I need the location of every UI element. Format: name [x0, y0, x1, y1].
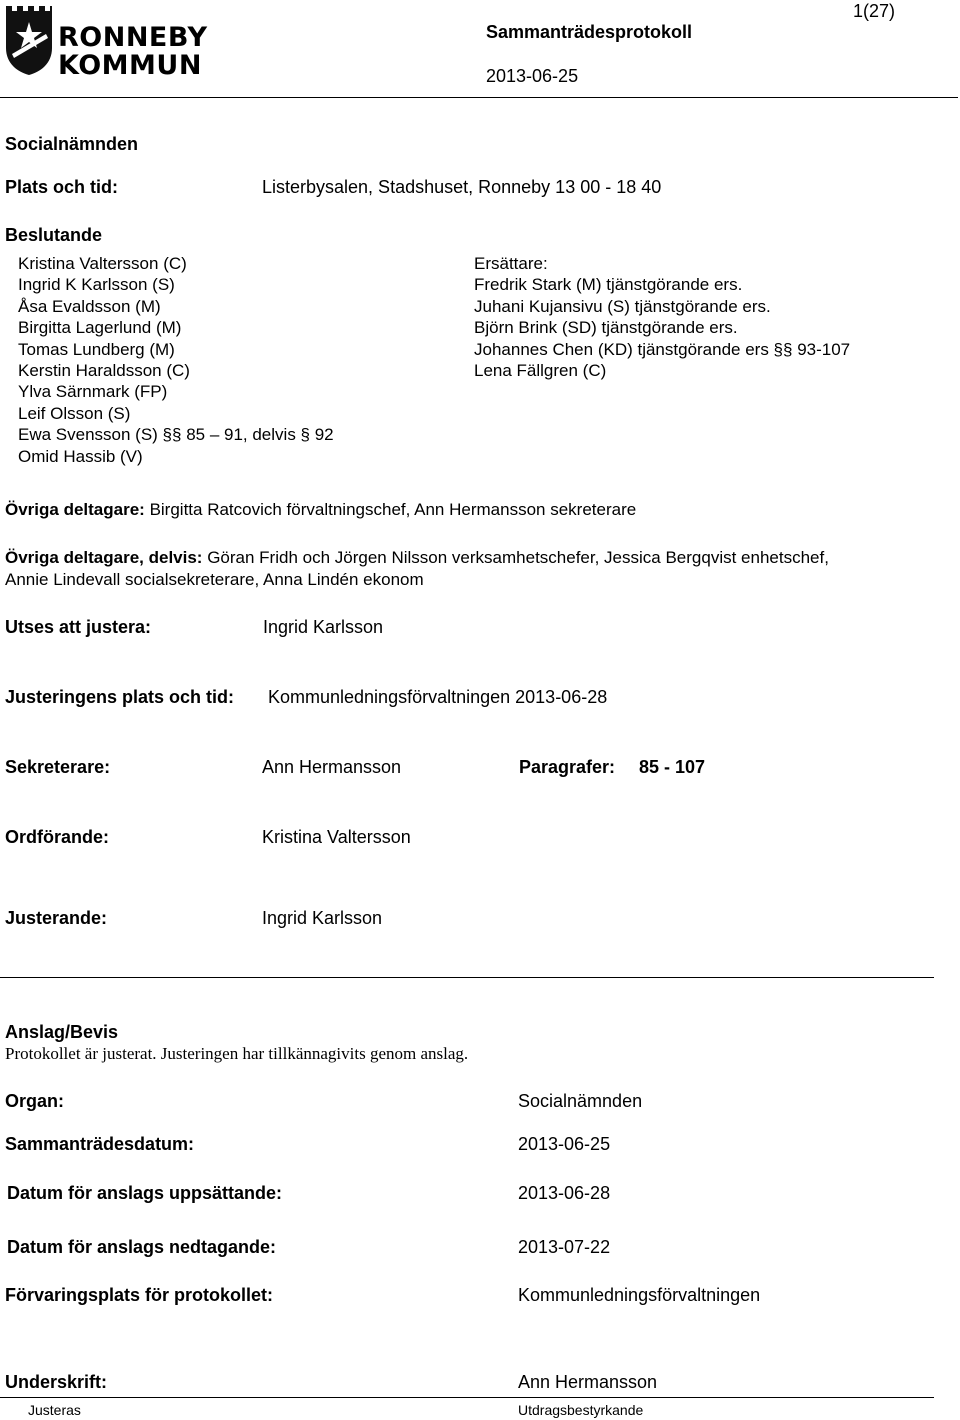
posting-date-label: Datum för anslags uppsättande: [7, 1183, 283, 1203]
substitute-entry: Johannes Chen (KD) tjänstgörande ers §§ 93-107 [474, 339, 851, 359]
chairman-label: Ordförande: [5, 827, 110, 847]
partial-participants-line-1: Göran Fridh och Jörgen Nilsson verksamhetschefer, Jessica Bergqvist enhetschef, [207, 548, 829, 567]
other-participants [5, 499, 636, 520]
header-divider [0, 97, 958, 98]
member-name: Birgitta Lagerlund (M) [18, 318, 182, 338]
ronneby-kommun-logo [4, 4, 208, 81]
member-name: Åsa Evaldsson (M) [18, 296, 161, 316]
committee-name: Socialnämnden [5, 134, 139, 154]
paragraphs-value: 85 - 107 [639, 757, 706, 777]
member-name: Ewa Svensson (S) §§ 85 – 91, delvis § 92 [18, 425, 334, 445]
substitute-entry: Fredrik Stark (M) tjänstgörande ers. [474, 275, 743, 295]
place-label: Plats och tid: [5, 177, 119, 197]
member-name: Kristina Valtersson (C) [18, 254, 187, 273]
organ-value: Socialnämnden [518, 1091, 643, 1111]
other-participants-value: Birgitta Ratcovich förvaltningschef, Ann Hermansson sekreterare [149, 500, 637, 519]
members-list [18, 253, 334, 467]
chairman-value: Kristina Valtersson [262, 827, 411, 847]
footer-adjusted: Justeras [28, 1402, 81, 1418]
member-name: Tomas Lundberg (M) [18, 339, 175, 359]
partial-participants [5, 547, 829, 568]
substitute-entry: Juhani Kujansivu (S) tjänstgörande ers. [474, 296, 771, 316]
substitute-entry: Lena Fällgren (C) [474, 361, 607, 381]
section-divider [0, 977, 934, 978]
organ-label: Organ: [5, 1091, 65, 1111]
adjustment-place-value: Kommunledningsförvaltningen 2013-06-28 [268, 687, 608, 707]
signature-label: Underskrift: [5, 1372, 108, 1392]
paragraphs-label: Paragrafer: [519, 757, 616, 777]
footer-divider [0, 1397, 934, 1398]
substitutes-list [474, 253, 850, 381]
place-value: Listerbysalen, Stadshuset, Ronneby 13 00 - 18 40 [262, 177, 662, 197]
adjuster-value: Ingrid Karlsson [262, 908, 383, 928]
footer-certified: Utdragsbestyrkande [518, 1402, 644, 1418]
removal-date-value: 2013-07-22 [518, 1237, 611, 1257]
member-name: Leif Olsson (S) [18, 403, 131, 423]
logo-line-2: KOMMUN [58, 50, 202, 81]
substitute-entry: Ersättare: [474, 254, 548, 273]
coat-of-arms-icon [4, 4, 54, 76]
substitute-entry: Björn Brink (SD) tjänstgörande ers. [474, 318, 738, 338]
beslutande-label: Beslutande [5, 225, 103, 245]
storage-value: Kommunledningsförvaltningen [518, 1285, 761, 1305]
secretary-label: Sekreterare: [5, 757, 111, 777]
adjuster-label: Justerande: [5, 908, 108, 928]
header-date: 2013-06-25 [486, 66, 579, 86]
adjustment-place-label: Justeringens plats och tid: [5, 687, 235, 707]
notice-title: Anslag/Bevis [5, 1022, 119, 1042]
storage-label: Förvaringsplats för protokollet: [5, 1285, 274, 1305]
partial-participants-label: Övriga deltagare, delvis: [5, 548, 203, 567]
notice-text: Protokollet är justerat. Justeringen har tillkännagivits genom anslag. [5, 1044, 469, 1063]
meeting-date-label: Sammanträdesdatum: [5, 1134, 195, 1154]
member-name: Ylva Särnmark (FP) [18, 382, 168, 402]
member-name: Kerstin Haraldsson (C) [18, 361, 190, 381]
appointed-adjuster-value: Ingrid Karlsson [263, 617, 384, 637]
meeting-date-value: 2013-06-25 [518, 1134, 611, 1154]
logo-line-1: RONNEBY [58, 22, 208, 53]
member-name: Ingrid K Karlsson (S) [18, 275, 175, 295]
appointed-adjuster-label: Utses att justera: [5, 617, 152, 637]
page-number: 1(27) [853, 1, 896, 21]
partial-participants-line-2: Annie Lindevall socialsekreterare, Anna Lindén ekonom [5, 570, 424, 589]
member-name: Omid Hassib (V) [18, 446, 143, 466]
document-type: Sammanträdesprotokoll [486, 22, 693, 42]
removal-date-label: Datum för anslags nedtagande: [7, 1237, 277, 1257]
other-participants-label: Övriga deltagare: [5, 500, 145, 519]
signature-value: Ann Hermansson [518, 1372, 658, 1392]
posting-date-value: 2013-06-28 [518, 1183, 611, 1203]
secretary-value: Ann Hermansson [262, 757, 402, 777]
